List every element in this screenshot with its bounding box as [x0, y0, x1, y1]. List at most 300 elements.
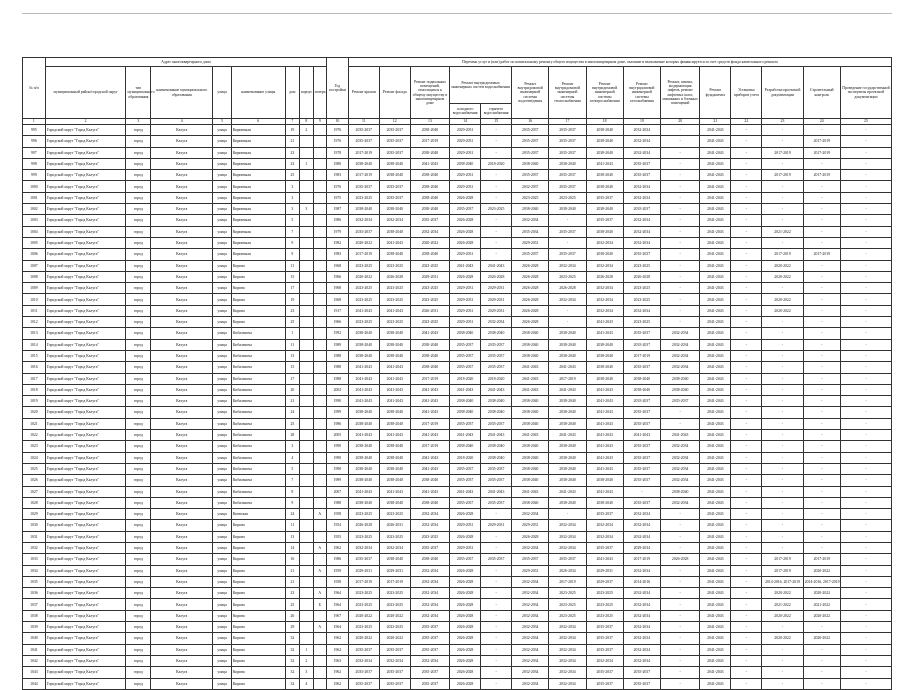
table-cell — [300, 181, 313, 192]
table-cell: 2023-2025 — [379, 260, 410, 271]
table-row — [23, 531, 892, 542]
table-cell: 1999 — [327, 407, 349, 418]
table-cell: 2038-2040 — [586, 170, 623, 181]
table-cell: - — [803, 452, 840, 463]
table-cell: Городской округ "Город Калуга" — [45, 328, 126, 339]
table-cell: город — [126, 475, 151, 486]
table-cell: город — [126, 633, 151, 644]
table-cell: 2035-2037 — [348, 125, 379, 136]
table-cell: 24 — [285, 509, 299, 520]
table-cell: 2038-2040 — [586, 249, 623, 260]
table-cell: 2023-2025 — [410, 283, 449, 294]
table-cell: 2038-2040 — [549, 204, 586, 215]
table-cell: Городской округ "Город Калуга" — [45, 158, 126, 169]
table-row — [23, 237, 892, 248]
table-cell: 2035-2037 — [379, 678, 410, 689]
table-cell: 2035-2037 — [410, 678, 449, 689]
table-cell: 8 — [285, 486, 299, 497]
table-cell: 2032-2034 — [379, 542, 410, 553]
header-facade: Ремонт фасада — [379, 67, 410, 119]
table-cell: 2035-2037 — [379, 181, 410, 192]
table-cell: 2020-2022 — [803, 588, 840, 599]
table-cell: 2035-2037 — [379, 125, 410, 136]
table-cell: 2035-2037 — [379, 667, 410, 678]
table-cell: 2041-2043 — [700, 373, 731, 384]
table-cell: 2032-2034 — [512, 599, 549, 610]
table-cell: город — [126, 215, 151, 226]
table-cell: Городской округ "Город Калуга" — [45, 260, 126, 271]
table-cell: 1978 — [327, 147, 349, 158]
table-cell: 2017-2019 — [348, 147, 379, 158]
table-cell: - — [661, 181, 700, 192]
table-cell: 2020-2022 — [410, 237, 449, 248]
table-cell: город — [126, 531, 151, 542]
table-cell: - — [731, 463, 762, 474]
table-cell: 2041-2043 — [700, 181, 731, 192]
table-cell: - — [840, 192, 891, 203]
table-cell: - — [803, 463, 840, 474]
table-cell: - — [762, 441, 803, 452]
table-cell: 1988 — [327, 350, 349, 361]
table-cell: - — [731, 373, 762, 384]
table-cell: - — [803, 350, 840, 361]
table-cell: Кибальчича — [231, 441, 285, 452]
table-cell: 1020 — [23, 407, 46, 418]
table-cell: 2038-2040 — [512, 339, 549, 350]
table-cell: - — [731, 509, 762, 520]
table-cell: 2041-2043 — [410, 396, 449, 407]
table-cell: - — [762, 136, 803, 147]
table-cell: - — [549, 509, 586, 520]
table-row — [23, 215, 892, 226]
table-cell: - — [803, 430, 840, 441]
header-inspection: Проведение государственной экспертизы проектной документации — [840, 67, 891, 119]
table-cell — [300, 475, 313, 486]
table-cell — [300, 463, 313, 474]
table-cell: 2041-2043 — [700, 531, 731, 542]
table-cell: Калуга — [151, 271, 213, 282]
table-cell: 26 — [285, 610, 299, 621]
table-cell: 2026-2031 — [379, 520, 410, 531]
table-cell: - — [731, 452, 762, 463]
table-cell: 2032-2034 — [410, 520, 449, 531]
table-cell: 2026-2028 — [450, 215, 481, 226]
table-cell: 2032-2034 — [410, 588, 449, 599]
table-cell: 2035-2037 — [379, 644, 410, 655]
table-cell: 2035-2037 — [623, 667, 660, 678]
table-cell — [300, 350, 313, 361]
table-cell: - — [661, 305, 700, 316]
header-meters: Установка приборов учета — [731, 67, 762, 119]
table-cell: 1041 — [23, 644, 46, 655]
table-cell: 2035-2037 — [410, 542, 449, 553]
table-cell — [313, 452, 327, 463]
table-cell: 2038-2040 — [512, 158, 549, 169]
table-cell: - — [803, 294, 840, 305]
table-cell: - — [762, 283, 803, 294]
table-cell: 2029-2031 — [450, 170, 481, 181]
table-cell: 2032-2034 — [348, 542, 379, 553]
table-cell: Калуга — [151, 237, 213, 248]
table-cell: Кибальчича — [231, 486, 285, 497]
table-cell: - — [762, 384, 803, 395]
table-row — [23, 170, 892, 181]
table-cell: 2026-2028 — [450, 610, 481, 621]
table-cell: - — [762, 622, 803, 633]
column-number: 24 — [803, 119, 840, 125]
table-cell: улица — [213, 305, 232, 316]
table-cell: 2041-2043 — [549, 384, 586, 395]
table-cell: 2038-2040 — [481, 452, 512, 463]
table-cell: 2041-2043 — [700, 170, 731, 181]
table-cell: - — [840, 350, 891, 361]
table-cell: - — [731, 283, 762, 294]
table-cell: 17 — [285, 373, 299, 384]
table-cell: 2032-2034 — [512, 633, 549, 644]
table-cell: - — [762, 339, 803, 350]
table-cell: 2035-2037 — [623, 339, 660, 350]
table-cell: - — [661, 158, 700, 169]
header-district: муниципальный район/городской округ — [45, 67, 126, 119]
table-cell: 2038-2040 — [586, 136, 623, 147]
table-cell: Кирова — [231, 655, 285, 666]
table-cell: - — [840, 305, 891, 316]
column-number: 14 — [450, 119, 481, 125]
header-year: Год постройки — [327, 58, 349, 119]
table-cell: - — [731, 531, 762, 542]
table-cell: 2041-2043 — [410, 452, 449, 463]
table-cell: Кибальчича — [231, 463, 285, 474]
table-cell: 2041-2043 — [586, 418, 623, 429]
table-cell — [313, 407, 327, 418]
table-cell: город — [126, 441, 151, 452]
header-roof: Ремонт крыши — [348, 67, 379, 119]
table-cell: Городской округ "Город Калуга" — [45, 531, 126, 542]
table-cell: Калуга — [151, 542, 213, 553]
table-cell: 2038-2040 — [379, 339, 410, 350]
table-cell: 2032-2034 — [623, 305, 660, 316]
table-cell — [313, 215, 327, 226]
table-cell: 32 — [285, 678, 299, 689]
table-cell: 2038-2040 — [379, 226, 410, 237]
table-cell: - — [661, 294, 700, 305]
table-cell: улица — [213, 599, 232, 610]
table-cell: 25 — [285, 317, 299, 328]
table-cell: 2023-2025 — [410, 260, 449, 271]
table-cell: город — [126, 667, 151, 678]
table-cell: 1014 — [23, 339, 46, 350]
table-cell: - — [840, 147, 891, 158]
table-cell: 2032-2034 — [410, 655, 449, 666]
header-street-type: улица — [213, 67, 232, 119]
table-cell: 2023-2025 — [348, 317, 379, 328]
table-cell: 2038-2040 — [512, 475, 549, 486]
header-house: дом — [285, 67, 299, 119]
table-cell — [300, 430, 313, 441]
table-cell: 2038-2040 — [379, 407, 410, 418]
table-cell: 2038-2040 — [481, 441, 512, 452]
table-cell: - — [840, 215, 891, 226]
column-number: 6 — [231, 119, 285, 125]
table-cell: 2029-2031 — [481, 294, 512, 305]
table-cell: - — [803, 260, 840, 271]
table-cell: 2041-2043 — [700, 305, 731, 316]
table-cell — [313, 531, 327, 542]
table-cell: 2038-2040 — [379, 441, 410, 452]
table-cell: 2035-2037 — [586, 509, 623, 520]
table-cell: город — [126, 305, 151, 316]
table-cell: 2035-2037 — [586, 667, 623, 678]
table-cell: 1032 — [23, 542, 46, 553]
table-cell: 1966 — [327, 317, 349, 328]
table-cell: 13 — [285, 531, 299, 542]
table-cell: - — [481, 576, 512, 587]
table-cell: улица — [213, 192, 232, 203]
table-cell: город — [126, 294, 151, 305]
table-cell: Калуга — [151, 430, 213, 441]
table-cell: 2041-2043 — [700, 271, 731, 282]
table-cell: Городской округ "Город Калуга" — [45, 441, 126, 452]
table-cell: 2038-2040 — [586, 204, 623, 215]
table-cell: 2041-2043 — [700, 158, 731, 169]
table-cell: 2038-2040 — [379, 463, 410, 474]
table-cell: 2038-2040 — [348, 328, 379, 339]
table-cell: 2041-2043 — [700, 610, 731, 621]
table-row — [23, 260, 892, 271]
table-cell: - — [731, 249, 762, 260]
table-cell: Городской округ "Город Калуга" — [45, 181, 126, 192]
table-cell: улица — [213, 125, 232, 136]
table-cell: 2032-2034 — [661, 497, 700, 508]
table-cell: 2041-2043 — [700, 588, 731, 599]
table-cell: - — [840, 430, 891, 441]
table-cell: 2017-2019 — [803, 170, 840, 181]
table-cell: 2017-2019 — [410, 441, 449, 452]
table-cell: 2029-2031 — [481, 305, 512, 316]
table-cell: 2032-2034 — [410, 599, 449, 610]
table-cell: Калуга — [151, 317, 213, 328]
table-cell: - — [661, 542, 700, 553]
table-cell: 2035-2037 — [410, 633, 449, 644]
table-row — [23, 667, 892, 678]
table-cell: - — [481, 542, 512, 553]
table-cell: - — [803, 328, 840, 339]
table-cell: 1992 — [327, 328, 349, 339]
header-gas: Ремонт внутридомовой инженерной системы газоснабжения — [623, 67, 660, 119]
table-cell: - — [762, 237, 803, 248]
table-cell: Городской округ "Город Калуга" — [45, 407, 126, 418]
table-cell: 2020-2022 — [379, 633, 410, 644]
column-number: 18 — [586, 119, 623, 125]
table-cell: - — [762, 328, 803, 339]
table-cell: Кибальчича — [231, 362, 285, 373]
table-cell: 2035-2037 — [623, 497, 660, 508]
table-cell: - — [661, 147, 700, 158]
table-cell: улица — [213, 260, 232, 271]
table-cell: 2032-2034 — [549, 633, 586, 644]
table-cell: 2041-2043 — [700, 430, 731, 441]
table-cell: 23 — [285, 147, 299, 158]
table-cell: 2035-2037 — [586, 644, 623, 655]
header-basement: Ремонт подвальных помещений, относящихся к общему имуществу в многоквартирном доме — [410, 67, 449, 119]
table-cell: Калуга — [151, 181, 213, 192]
table-cell: - — [731, 486, 762, 497]
table-cell: 2021-2022 — [762, 599, 803, 610]
table-cell: 2032-2034 — [623, 181, 660, 192]
table-cell: - — [762, 531, 803, 542]
table-cell: Калуга — [151, 418, 213, 429]
table-cell: - — [762, 655, 803, 666]
table-cell: 1039 — [23, 622, 46, 633]
table-cell: - — [549, 317, 586, 328]
table-cell: 2005 — [327, 430, 349, 441]
table-cell: Калуга — [151, 249, 213, 260]
top-rule — [22, 13, 892, 14]
table-row — [23, 350, 892, 361]
table-cell: 2041-2043 — [700, 147, 731, 158]
table-header — [23, 58, 892, 125]
table-cell: Калуга — [151, 452, 213, 463]
table-cell: город — [126, 339, 151, 350]
table-cell: Калуга — [151, 215, 213, 226]
table-cell: 2041-2043 — [410, 430, 449, 441]
table-cell: город — [126, 204, 151, 215]
table-cell: 2035-2037 — [549, 181, 586, 192]
table-cell: 1044 — [23, 678, 46, 689]
table-cell: 2038-2040 — [348, 339, 379, 350]
table-cell: - — [803, 283, 840, 294]
table-cell: 1964 — [327, 622, 349, 633]
table-cell — [300, 136, 313, 147]
table-cell: - — [762, 396, 803, 407]
table-cell: 1959 — [327, 565, 349, 576]
table-cell: - — [549, 215, 586, 226]
table-cell: город — [126, 362, 151, 373]
table-cell: - — [481, 633, 512, 644]
table-cell: 2026-2028 — [481, 271, 512, 282]
table-cell — [300, 441, 313, 452]
table-cell: 2026-2028 — [450, 588, 481, 599]
table-cell: - — [840, 531, 891, 542]
table-cell: 2038-2040 — [512, 350, 549, 361]
table-cell: 2041-2043 — [379, 362, 410, 373]
column-number: 2 — [45, 119, 126, 125]
table-cell — [313, 384, 327, 395]
table-cell: 2026-2028 — [450, 667, 481, 678]
table-cell: 2026-2028 — [450, 599, 481, 610]
table-cell: 2029-2031 — [450, 520, 481, 531]
table-cell: Кибальчича — [231, 350, 285, 361]
table-cell — [300, 622, 313, 633]
table-cell: А — [313, 588, 327, 599]
table-cell: Городской округ "Город Калуга" — [45, 644, 126, 655]
table-cell: 2032-2034 — [661, 362, 700, 373]
table-cell: - — [481, 565, 512, 576]
table-cell: 2032-2034 — [623, 520, 660, 531]
table-cell: - — [762, 350, 803, 361]
table-cell: 1009 — [23, 283, 46, 294]
table-cell: 1962 — [327, 542, 349, 553]
table-cell: 23 — [285, 305, 299, 316]
table-cell: 2041-2043 — [586, 554, 623, 565]
column-number: 5 — [213, 119, 232, 125]
table-cell: Кирова — [231, 610, 285, 621]
table-row — [23, 655, 892, 666]
table-cell: - — [803, 317, 840, 328]
table-cell: 32 — [285, 633, 299, 644]
table-row — [23, 622, 892, 633]
table-cell: 2032-2034 — [586, 283, 623, 294]
table-cell: 2035-2037 — [586, 215, 623, 226]
table-cell: Городской округ "Город Калуга" — [45, 294, 126, 305]
table-cell: 2029-2031 — [450, 294, 481, 305]
table-cell: 2035-2037 — [623, 328, 660, 339]
table-cell — [313, 362, 327, 373]
table-cell: 2035-2037 — [512, 554, 549, 565]
table-cell: - — [661, 249, 700, 260]
table-cell: 2032-2034 — [549, 294, 586, 305]
table-cell: Городской округ "Город Калуга" — [45, 226, 126, 237]
table-cell: - — [661, 531, 700, 542]
table-cell: 2041-2043 — [348, 396, 379, 407]
table-cell: 2029-2031 — [450, 181, 481, 192]
table-cell: Калуга — [151, 497, 213, 508]
table-cell: Кибальчича — [231, 373, 285, 384]
table-cell: 2032-2034 — [623, 599, 660, 610]
header-works-group: Перечень услуг и (или) работ по капитальному ремонту общего имущества в многоквартирном доме, оказание и выполнение которых финансируется за счет средств фонда капитального ремонта — [348, 58, 891, 67]
table-cell: - — [731, 441, 762, 452]
table-cell — [300, 373, 313, 384]
table-cell: - — [840, 271, 891, 282]
table-cell: Городской округ "Город Калуга" — [45, 237, 126, 248]
table-cell: 2041-2043 — [700, 486, 731, 497]
table-cell: - — [803, 226, 840, 237]
table-cell: 1017 — [23, 373, 46, 384]
table-cell: 1979 — [327, 226, 349, 237]
table-cell: улица — [213, 622, 232, 633]
table-cell: улица — [213, 588, 232, 599]
table-row — [23, 271, 892, 282]
table-cell: - — [661, 509, 700, 520]
table-cell: - — [731, 328, 762, 339]
table-row — [23, 339, 892, 350]
table-cell — [300, 283, 313, 294]
table-cell: улица — [213, 317, 232, 328]
table-cell: 2041-2043 — [700, 396, 731, 407]
table-cell: - — [661, 655, 700, 666]
table-cell: - — [731, 407, 762, 418]
table-cell: 2041-2043 — [512, 373, 549, 384]
table-cell: 2035-2037 — [379, 136, 410, 147]
table-cell: 2032-2034 — [549, 520, 586, 531]
table-cell: - — [803, 475, 840, 486]
table-cell: 2023-2025 — [379, 599, 410, 610]
column-number: 25 — [840, 119, 891, 125]
table-row — [23, 576, 892, 587]
table-cell: 2032-2034 — [623, 531, 660, 542]
table-cell — [313, 520, 327, 531]
table-cell: 2032-2034 — [549, 655, 586, 666]
table-cell: 2038-2040 — [348, 350, 379, 361]
table-cell: 2026-2028 — [586, 271, 623, 282]
table-cell: Кирпичная — [231, 125, 285, 136]
table-cell: 2041-2043 — [700, 125, 731, 136]
table-cell: 1990 — [327, 452, 349, 463]
table-cell: - — [731, 294, 762, 305]
table-cell: 2038-2040 — [512, 204, 549, 215]
table-cell: Кирова — [231, 622, 285, 633]
table-cell: 998 — [23, 158, 46, 169]
